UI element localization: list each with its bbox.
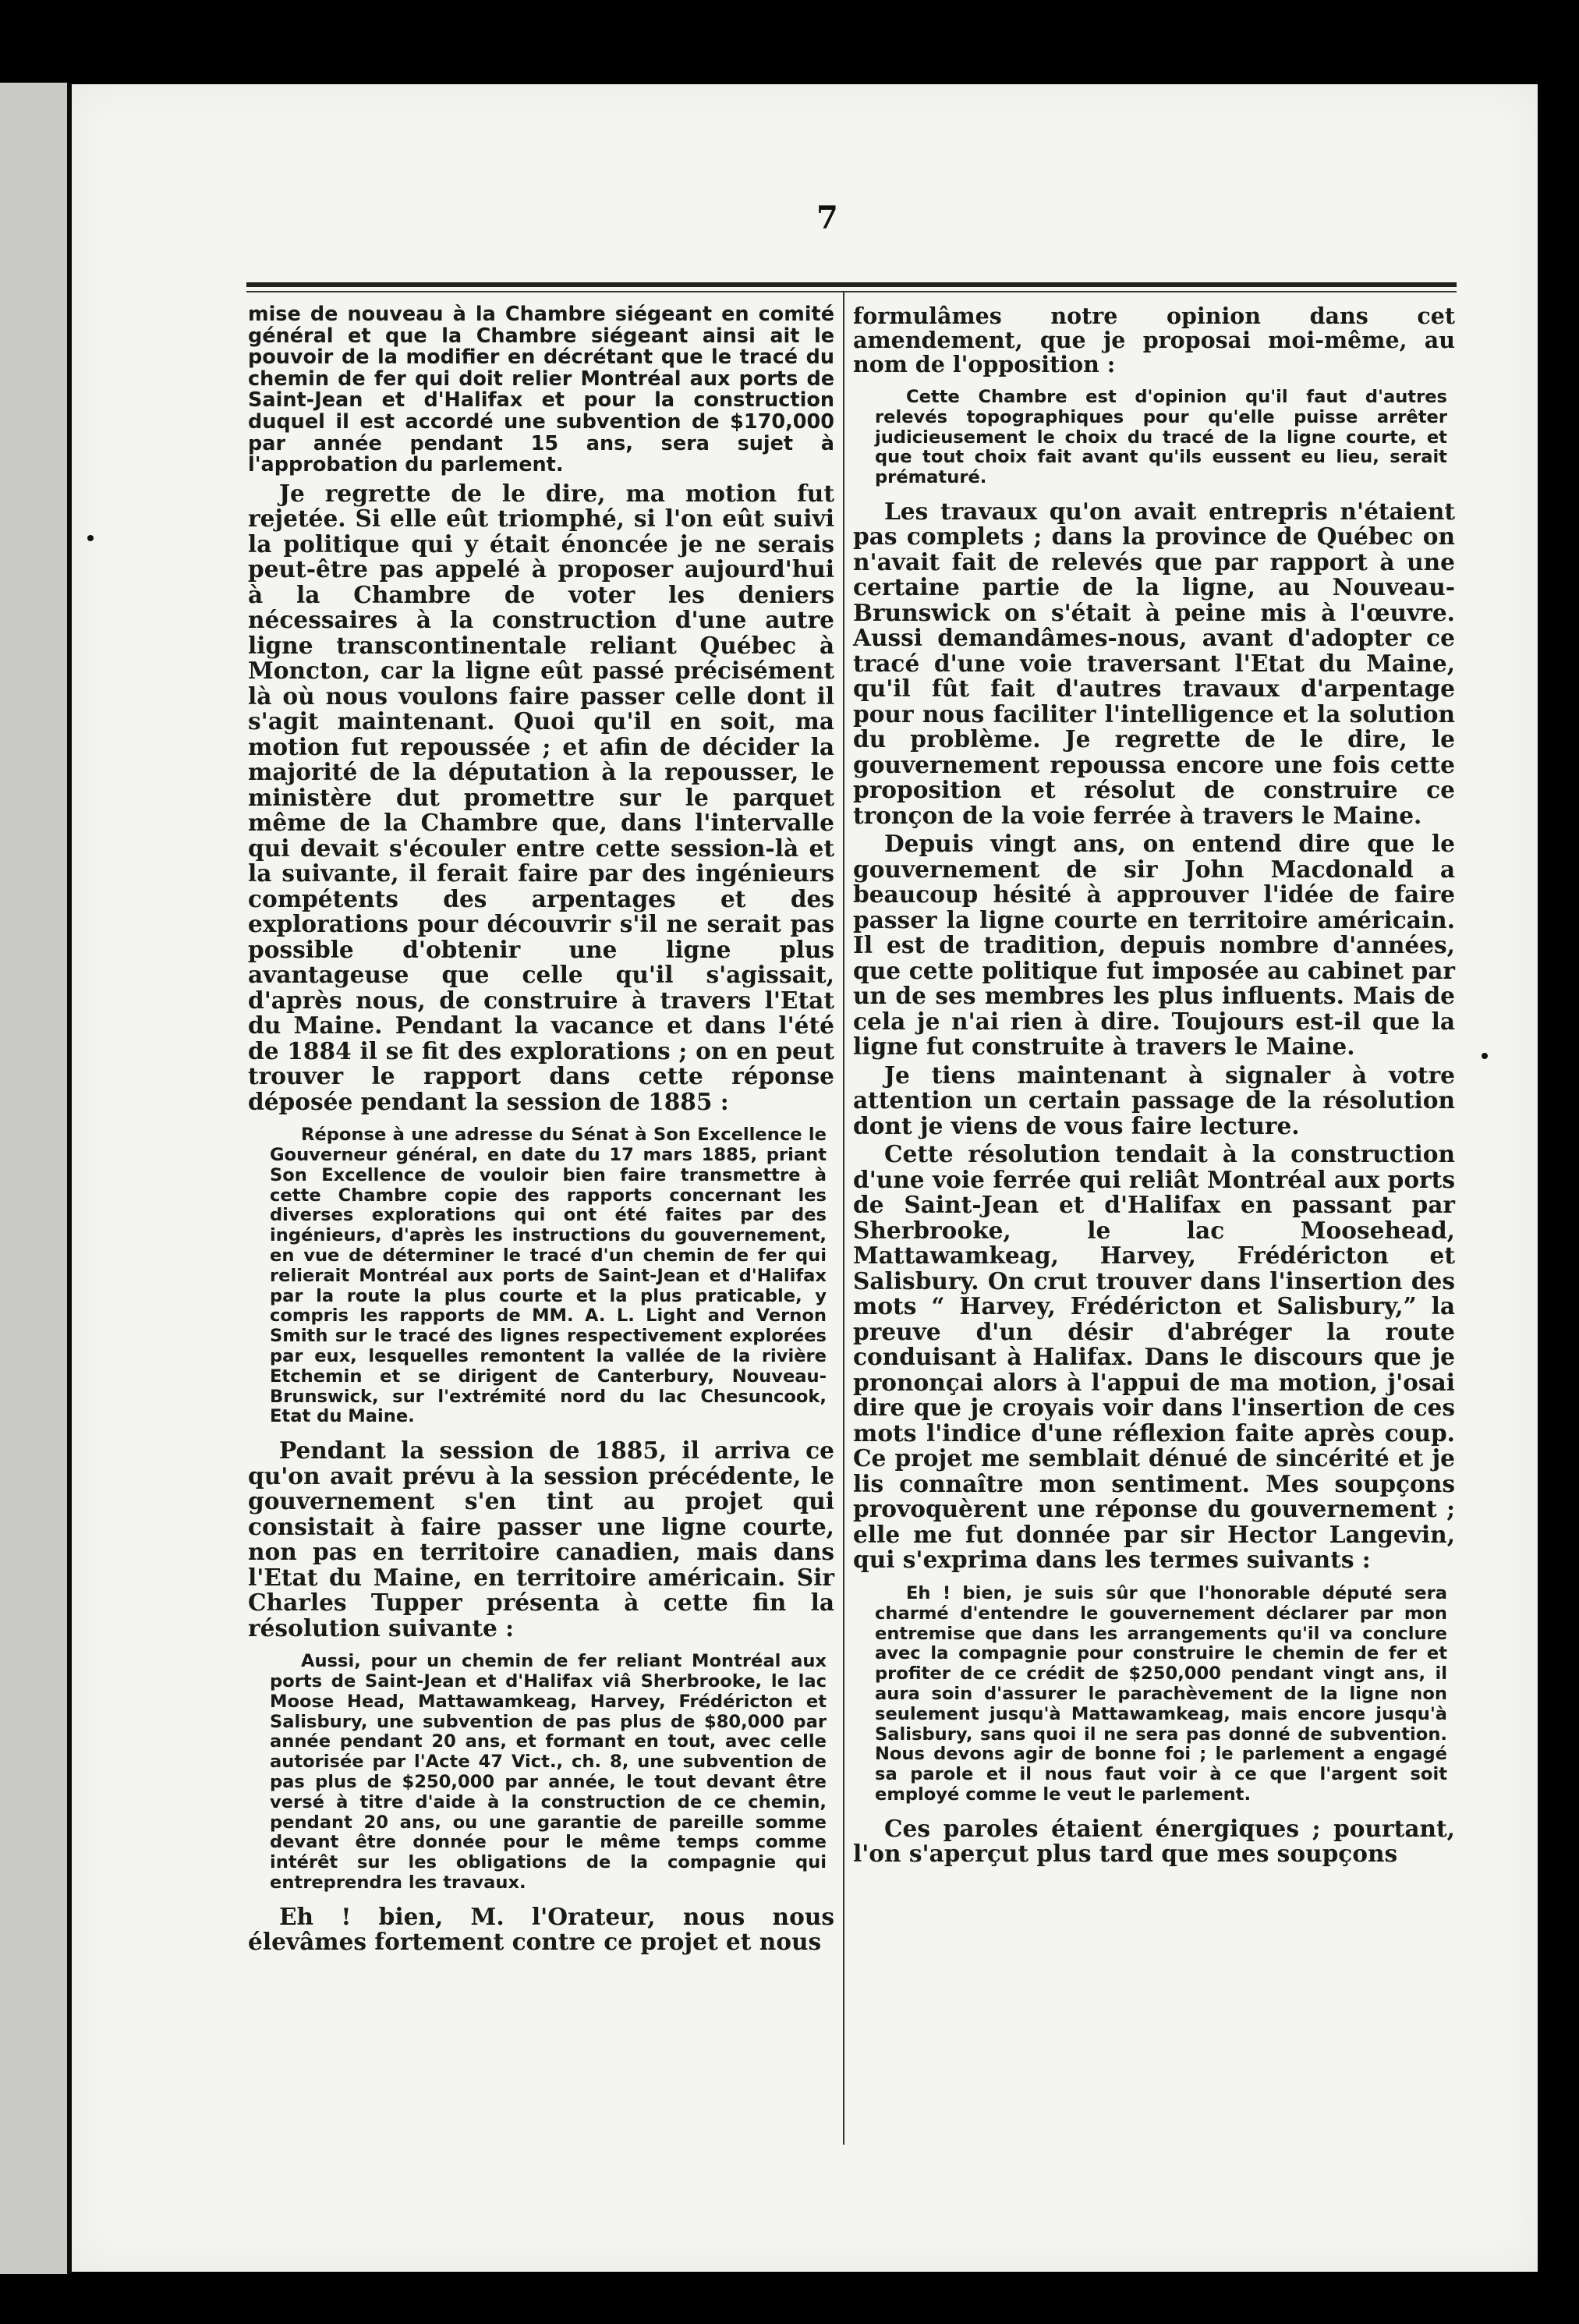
quoted-excerpt: Eh ! bien, je suis sûr que l'honorable député sera charmé d'entendre le gouvernement déclarer par mon entremise que dans les arrangements qu'il va conclure avec la compagnie pour construire le chemin de fer et profiter de ce crédit de $250,000 pendant vingt ans, il aura soin d'assurer le parachèvement de la ligne non seulement jusqu'à Mattawamkeag, mais encore jusqu'à Salisbury, sans quoi il ne sera pas donné de subvention. Nous devons agir de bonne foi ; le parlement a engagé sa parole et il nous faut voir à ce que l'argent soit employé comme le veut le parlement. [875,1582,1447,1805]
paragraph: Les travaux qu'on avait entrepris n'étaient pas complets ; dans la province de Québec on n'avait fait de relevés que par rapport à une certaine partie de la ligne, au Nouveau-Brunswick on s'était à peine mis à l'œuvre. Aussi demandâmes-nous, avant d'adopter ce tracé d'une voie traversant l'Etat du Maine, qu'il fût fait d'autres travaux d'arpentage pour nous faciliter l'intelligence et la solution du problème. Je regrette de le dire, le gouvernement repoussa encore une fois cette proposition et résolut de construire ce tronçon de la voie ferrée à travers le Maine. [853,497,1455,829]
quoted-excerpt: Cette Chambre est d'opinion qu'il faut d'autres relevés topographiques pour qu'elle puisse arrêter judicieusement le choix du tracé de la ligne courte, et que tout choix fait avant qu'ils eussent eu lieu, serait prématuré. [875,387,1447,488]
margin-dot [1482,1053,1488,1059]
paragraph: Je tiens maintenant à signaler à votre attention un certain passage de la résolution dont je viens de vous faire lecture. [853,1061,1455,1139]
paragraph: Depuis vingt ans, on entend dire que le gouvernement de sir John Macdonald a beaucoup hésité à approuver l'idée de faire passer la ligne courte en territoire américain. Il est de tradition, depuis nombre d'années, que cette politique fut imposée au cabinet par un de ses membres les plus influents. Mais de cela je n'ai rien à dire. Toujours est-il que la ligne fut construite à travers le Maine. [853,830,1455,1061]
right-column [853,304,1455,1870]
paragraph: mise de nouveau à la Chambre siégeant en comité général et que la Chambre siégeant ainsi ait le pouvoir de la modifier en décrétant que le tracé du chemin de fer qui doit relier Montréal aux ports de Saint-Jean et d'Halifax et pour la construction duquel il est accordé une subvention de $170,000 par année pendant 15 ans, sera sujet à l'approbation du parlement. [248,303,834,477]
paragraph: Eh ! bien, M. l'Orateur, nous nous élevâmes fortement contre ce projet et nous [248,1902,834,1956]
paragraph: Cette résolution tendait à la construction d'une voie ferrée qui reliât Montréal aux ports de Saint-Jean et d'Halifax en passant par Sherbrooke, le lac Moosehead, Mattawamkeag, Harvey, Frédéricton et Salisbury. On crut trouver dans l'insertion des mots “ Harvey, Frédéricton et Salisbury,” la preuve d'un désir d'abréger la route conduisant à Halifax. Dans le discours que je prononçai alors à l'appui de ma motion, j'osai dire que je croyais voir dans l'insertion de ces mots l'indice d'une réflexion faite après coup. Ce projet me semblait dénué de sincérité et je lis connaître mon sentiment. Mes soupçons provoquèrent une réponse du gouvernement ; elle me fut donnée par sir Hector Langevin, qui s'exprima dans les termes suivants : [853,1140,1455,1574]
paragraph: Je regrette de le dire, ma motion fut rejetée. Si elle eût triomphé, si l'on eût suivi la politique qui y était énoncée je ne serais peut-être pas appelé à proposer aujourd'hui à la Chambre de voter les deniers nécessaires à la construction d'une autre ligne transcontinentale reliant Québec à Moncton, car la ligne eût passé précisément là où nous voulons faire passer celle dont il s'agit maintenant. Quoi qu'il en soit, ma motion fut repoussée ; et afin de décider la majorité de la députation à la repousser, le ministère dut promettre sur le parquet même de la Chambre que, dans l'intervalle qui devait s'écouler entre cette session-là et la suivante, il ferait faire par des ingénieurs compétents des arpentages et des explorations pour découvrir s'il ne serait pas possible d'obtenir une ligne plus avantageuse que celle qu'il s'agissait, d'après nous, de construire à travers l'Etat du Maine. Pendant la vacance et dans l'été de 1884 il se fit des explorations ; on en peut trouver le rapport dans cette réponse déposée pendant la session de 1885 : [248,479,834,1115]
quoted-excerpt: Aussi, pour un chemin de fer reliant Montréal aux ports de Saint-Jean et d'Halifax viâ Sherbrooke, le lac Moose Head, Mattawamkeag, Harvey, Frédéricton et Salisbury, une subvention de pas plus de $80,000 par année pendant 20 ans, et formant en tout, avec celle autorisée par l'Acte 47 Vict., ch. 8, une subvention de pas plus de $250,000 par année, le tout devant être versé à titre d'aide à la construction de ce chemin, pendant 20 ans, ou une garantie de pareille somme devant être donnée pour le même temps comme intérêt sur les obligations de la compagnie qui entreprendra les travaux. [270,1651,827,1893]
header-rule-thin [246,291,1457,292]
scan-left-margin [0,83,67,2274]
paragraph: Pendant la session de 1885, il arriva ce qu'on avait prévu à la session précédente, le gouvernement s'en tint au projet qui consistait à faire passer une ligne courte, non pas en territoire canadien, mais dans l'Etat du Maine, en territoire américain. Sir Charles Tupper présenta à cette fin la résolution suivante : [248,1437,834,1642]
column-divider [843,292,844,2145]
header-rule-thick [246,282,1457,287]
left-column [248,304,834,1958]
quoted-excerpt: Réponse à une adresse du Sénat à Son Excellence le Gouverneur général, en date du 17 mars 1885, priant Son Excellence de vouloir bien faire transmettre à cette Chambre copie des rapports concernant les diverses explorations qui ont été faites par des ingénieurs, d'après les instructions du gouvernement, en vue de déterminer le tracé d'un chemin de fer qui relierait Montréal aux ports de Saint-Jean et d'Halifax par la route la plus courte et la plus praticable, y compris les rapports de MM. A. L. Light and Vernon Smith sur le tracé des lignes respectivement explorées par eux, lesquelles remontent la vallée de la rivière Etchemin et se dirigent de Canterbury, Nouveau-Brunswick, sur l'extrémité nord du lac Chesuncook, Etat du Maine. [270,1125,827,1427]
paragraph: Ces paroles étaient énergiques ; pourtant, l'on s'aperçut plus tard que mes soupçons [853,1814,1455,1868]
margin-dot [87,535,94,541]
page-number: 7 [816,200,838,236]
paragraph: formulâmes notre opinion dans cet amendement, que je proposai moi-même, au nom de l'opposition : [853,303,1455,377]
